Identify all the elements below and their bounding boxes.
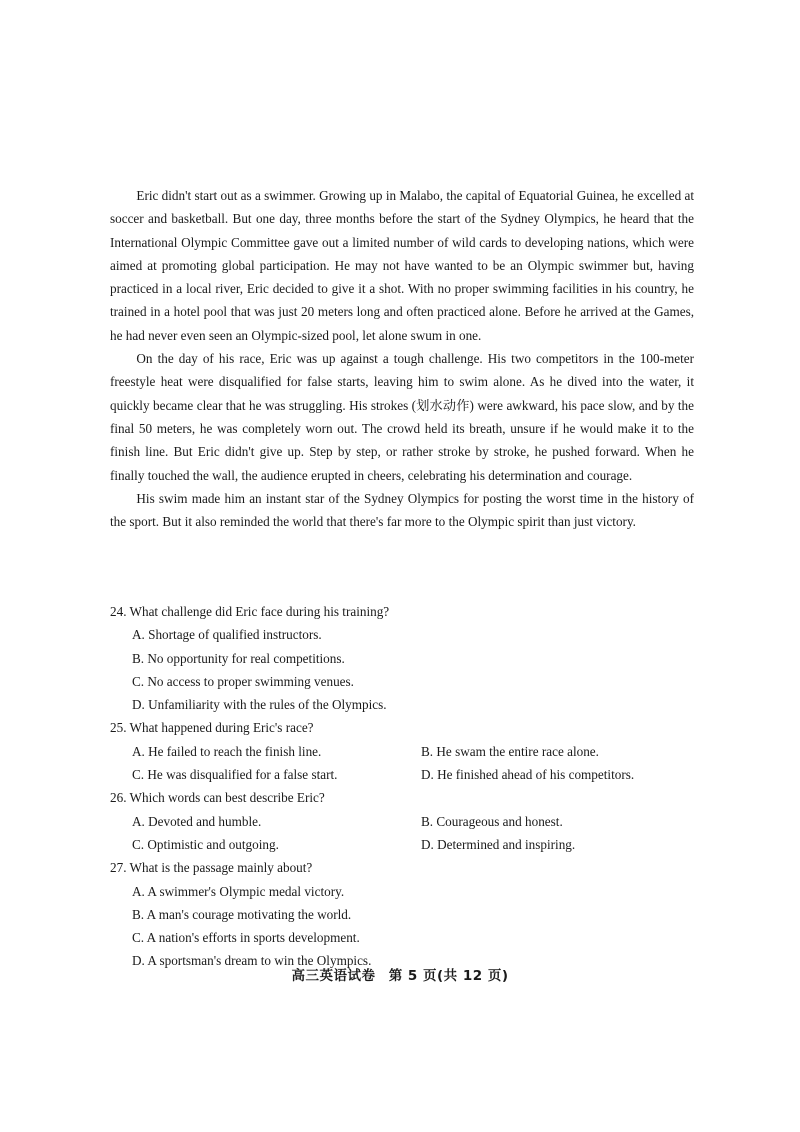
question-stem: 26. Which words can best describe Eric? bbox=[110, 790, 325, 806]
option-b: B. No opportunity for real competitions. bbox=[132, 650, 345, 666]
option-d: D. A sportsman's dream to win the Olympics. bbox=[132, 953, 372, 969]
question-stem: 25. What happened during Eric's race? bbox=[110, 720, 314, 736]
option-d: D. Unfamiliarity with the rules of the Olympics. bbox=[132, 697, 387, 713]
question-stem: 24. What challenge did Eric face during his training? bbox=[110, 604, 390, 619]
option-d: D. Determined and inspiring. bbox=[421, 836, 576, 852]
option-b: B. Courageous and honest. bbox=[421, 813, 563, 829]
passage-paragraph-1: Eric didn't start out as a swimmer. Growing up in Malabo, the capital of Equatorial Guinea, he excelled at soccer and basketball. But one day, three months before the start of the Sydney Olympics, he heard that the International Olympic Committee gave out a limited number of wild cards to developing nations, which were aimed at promoting global participation. He may not have wanted to be an Olympic swimmer but, having practiced in a local river, Eric decided to give it a shot. With no proper swimming facilities in his country, he trained in a hotel pool that was just 20 meters long and often practiced alone. Before he arrived at the Games, he had never even seen an Olympic-sized pool, let alone swum in one. bbox=[110, 188, 694, 343]
option-c: C. No access to proper swimming venues. bbox=[132, 673, 354, 689]
question-26 bbox=[110, 786, 710, 856]
passage-paragraph-3: His swim made him an instant star of the Sydney Olympics for posting the worst time in the history of the sport. But it also reminded the world that there's far more to the Olympic spirit than just victory. bbox=[110, 490, 694, 530]
option-row bbox=[132, 763, 710, 786]
page-footer bbox=[0, 964, 800, 984]
reading-passage bbox=[110, 184, 694, 533]
option-b: B. He swam the entire race alone. bbox=[421, 743, 599, 759]
question-stem: 27. What is the passage mainly about? bbox=[110, 860, 313, 876]
option-d: D. He finished ahead of his competitors. bbox=[421, 767, 635, 783]
question-list bbox=[110, 600, 710, 973]
option-row bbox=[132, 740, 710, 763]
question-25 bbox=[110, 716, 710, 786]
option-a: A. Devoted and humble. bbox=[132, 813, 262, 829]
option-row bbox=[132, 810, 710, 833]
option-c: C. Optimistic and outgoing. bbox=[132, 836, 279, 852]
question-27 bbox=[110, 856, 710, 972]
page-number: 第 5 页(共 12 页) bbox=[388, 968, 509, 984]
option-a: A. A swimmer's Olympic medal victory. bbox=[132, 883, 345, 899]
question-24 bbox=[110, 600, 710, 716]
option-c: C. A nation's efforts in sports development. bbox=[132, 930, 360, 946]
option-a: A. Shortage of qualified instructors. bbox=[132, 627, 322, 643]
option-b: B. A man's courage motivating the world. bbox=[132, 906, 352, 922]
option-c: C. He was disqualified for a false start. bbox=[132, 767, 338, 783]
option-a: A. He failed to reach the finish line. bbox=[132, 743, 322, 759]
passage-paragraph-2: On the day of his race, Eric was up against a tough challenge. His two competitors in the 100-meter freestyle heat were disqualified for false starts, leaving him to swim alone. As he dived into the water, it quickly became clear that he was struggling. His strokes (划水动作) were awkward, his pace slow, and by the final 50 meters, he was completely worn out. The crowd held its breath, unsure if he would make it to the finish line. But Eric didn't give up. Step by step, or rather stroke by stroke, he pushed forward. When he finally touched the wall, the audience erupted in cheers, celebrating his determination and courage. bbox=[110, 351, 694, 483]
exam-title: 高三英语试卷 bbox=[291, 968, 376, 984]
option-row bbox=[132, 833, 710, 856]
